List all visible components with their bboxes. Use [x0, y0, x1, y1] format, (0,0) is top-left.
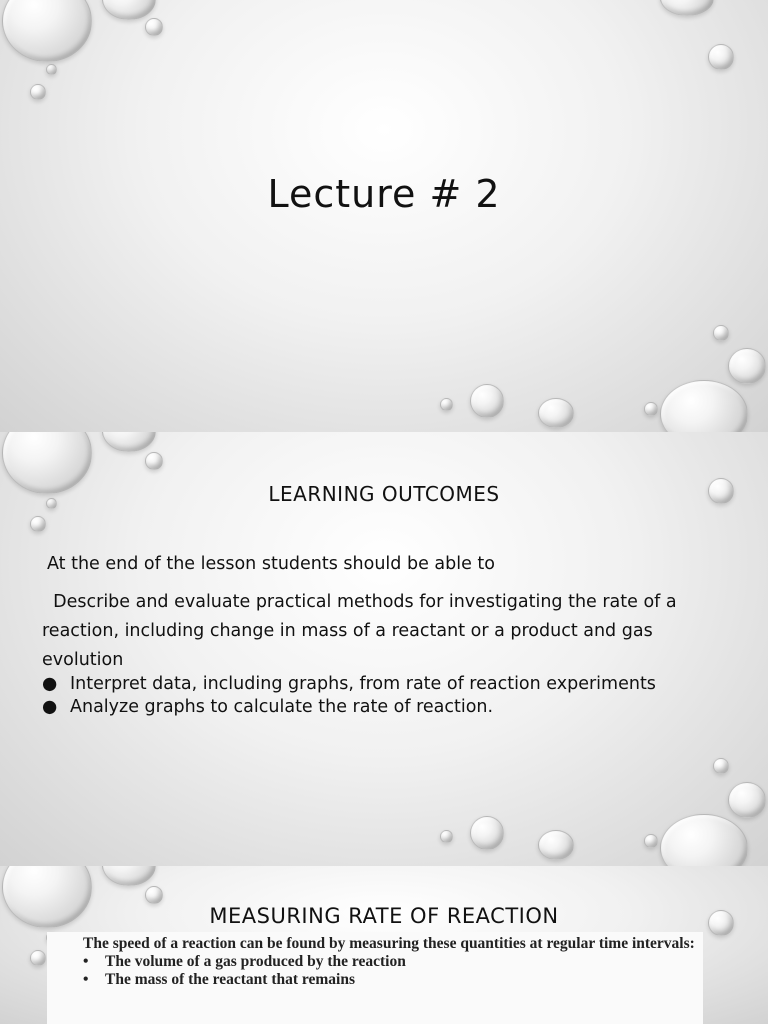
water-drop-decoration: [46, 64, 57, 75]
bullet-text: The volume of a gas produced by the reaction: [105, 953, 406, 970]
water-drop-decoration: [713, 325, 729, 341]
slide-heading: LEARNING OUTCOMES: [268, 482, 500, 506]
water-drop-decoration: [440, 398, 453, 411]
water-drop-decoration: [644, 834, 658, 848]
bullet-dot-icon: •: [83, 971, 89, 988]
water-drop-decoration: [102, 432, 156, 452]
water-drop-decoration: [644, 402, 658, 416]
water-drop-decoration: [145, 18, 163, 36]
water-drop-decoration: [708, 44, 734, 70]
water-drop-decoration: [470, 384, 504, 418]
water-drop-decoration: [102, 0, 156, 20]
water-drop-decoration: [145, 452, 163, 470]
bullet-text: Analyze graphs to calculate the rate of reaction.: [70, 697, 494, 717]
slide-title: Lecture # 2: [267, 172, 501, 216]
bullet-text: The mass of the reactant that remains: [105, 971, 355, 988]
list-item: [42, 696, 752, 719]
water-drop-decoration: [538, 398, 574, 428]
embedded-text-image: [47, 932, 703, 1024]
water-drop-decoration: [728, 782, 766, 818]
water-drop-decoration: [660, 380, 748, 432]
slide-learning-outcomes: [0, 432, 768, 866]
outcome-describe-text: [42, 588, 732, 675]
bullet-dot-icon: •: [83, 953, 89, 970]
list-item: [83, 971, 703, 989]
outcome-describe-content: Describe and evaluate practical methods for investigating the rate of a reaction, including change in mass of a reactant or a product and gas evolution: [42, 592, 677, 670]
slide-lecture-title: [0, 0, 768, 432]
slide-measuring-rate: [0, 866, 768, 1024]
water-drop-decoration: [2, 0, 92, 62]
outcome-bullet-list: [42, 673, 752, 719]
bullet-text: Interpret data, including graphs, from rate of reaction experiments: [70, 674, 656, 694]
slide-heading: MEASURING RATE OF REACTION: [209, 904, 559, 928]
water-drop-decoration: [145, 886, 163, 904]
water-drop-decoration: [538, 830, 574, 860]
embed-bullet-list: [83, 953, 703, 989]
intro-text: At the end of the lesson students should be able to: [47, 554, 495, 574]
water-drop-decoration: [728, 348, 766, 384]
water-drop-decoration: [30, 516, 46, 532]
water-drop-decoration: [440, 830, 453, 843]
water-drop-decoration: [660, 814, 748, 866]
list-item: [42, 673, 752, 696]
water-drop-decoration: [102, 866, 156, 886]
water-drop-decoration: [713, 758, 729, 774]
list-item: [83, 953, 703, 971]
water-drop-decoration: [470, 816, 504, 850]
embed-intro-text: The speed of a reaction can be found by measuring these quantities at regular time intervals:: [83, 935, 695, 952]
water-drop-decoration: [30, 84, 46, 100]
water-drop-decoration: [660, 0, 714, 16]
bullet-dot-icon: ●: [42, 697, 58, 717]
water-drop-decoration: [30, 950, 46, 966]
bullet-dot-icon: ●: [42, 674, 58, 694]
